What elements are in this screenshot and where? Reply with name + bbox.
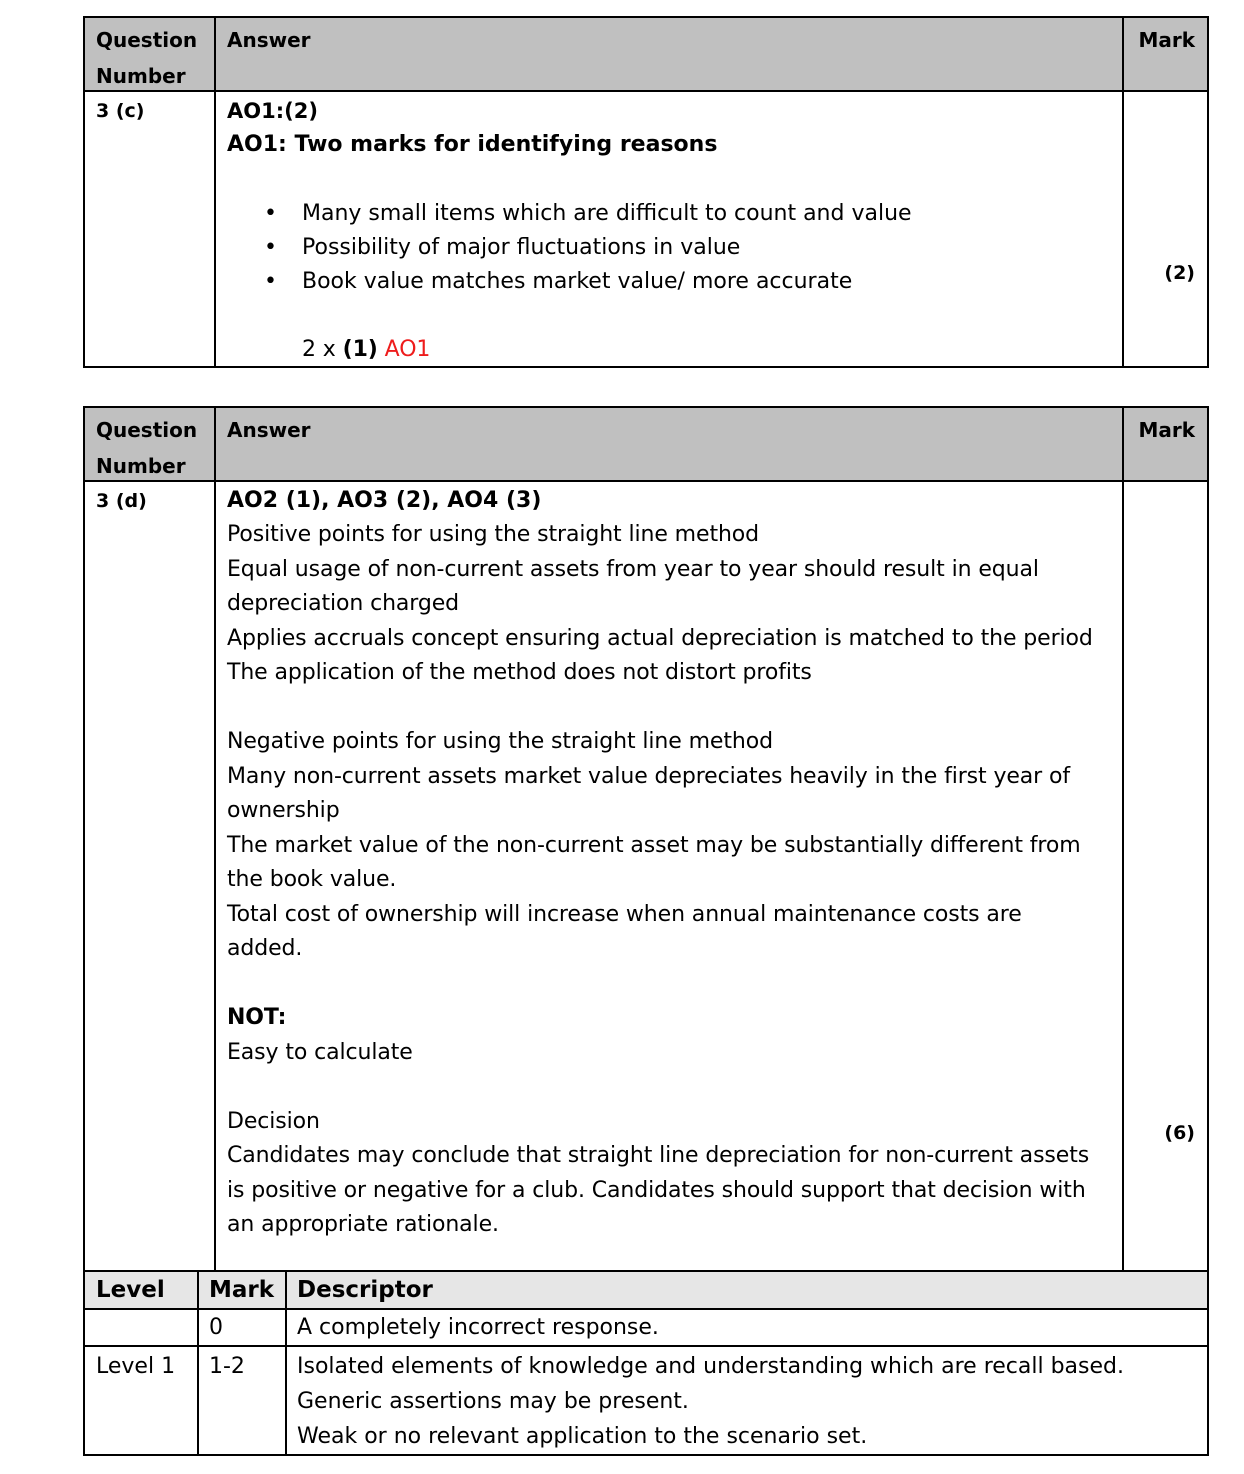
ao-summary: AO2 (1), AO3 (2), AO4 (3) bbox=[227, 488, 542, 513]
header-question-line1: Question bbox=[96, 28, 198, 52]
answer-cell bbox=[216, 92, 1124, 366]
table-body-row bbox=[85, 92, 1207, 366]
header-level: Level bbox=[85, 1272, 199, 1308]
ao-heading: AO1: Two marks for identifying reasons bbox=[227, 132, 718, 157]
negative-heading: Negative points for using the straight line method bbox=[227, 729, 773, 754]
level-header-row bbox=[85, 1272, 1207, 1310]
positive-point: Equal usage of non-current assets from year to year should result in equal depreciation charged bbox=[227, 556, 1039, 616]
question-number: 3 (d) bbox=[96, 490, 147, 512]
question-number-cell bbox=[85, 92, 216, 366]
mark-cell: 0 bbox=[199, 1310, 287, 1345]
table-row bbox=[85, 1347, 1207, 1454]
header-question-number bbox=[85, 18, 216, 90]
mark-cell bbox=[1124, 92, 1207, 366]
negative-point: Total cost of ownership will increase when annual maintenance costs are added. bbox=[227, 901, 1022, 961]
allocation-prefix: 2 x bbox=[302, 337, 343, 362]
header-answer: Answer bbox=[216, 408, 1124, 480]
descriptor-cell bbox=[287, 1347, 1207, 1454]
list-item: • Book value matches market value/ more accurate bbox=[302, 265, 1122, 299]
header-mark: Mark bbox=[1138, 418, 1195, 442]
descriptor-line: Isolated elements of knowledge and understanding which are recall based. bbox=[297, 1354, 1124, 1379]
header-descriptor: Descriptor bbox=[297, 1277, 433, 1303]
descriptor-line: Generic assertions may be present. bbox=[297, 1389, 689, 1414]
mark-cell: 1-2 bbox=[199, 1347, 287, 1454]
positive-point: The application of the method does not distort profits bbox=[227, 660, 812, 685]
decision-heading: Decision bbox=[227, 1108, 320, 1134]
negative-point: The market value of the non-current asset may be substantially different from the book value. bbox=[227, 832, 1081, 892]
reasons-list bbox=[227, 197, 1122, 299]
mark-cell bbox=[1124, 482, 1207, 1272]
decision-text: Candidates may conclude that straight line depreciation for non-current assets is positive or negative for a club. Candidates should support that decision with an appropriate rationale. bbox=[227, 1143, 1090, 1237]
level-descriptor-table bbox=[83, 1270, 1209, 1456]
table-body-row bbox=[85, 482, 1207, 1272]
descriptor-line: A completely incorrect response. bbox=[297, 1315, 659, 1340]
header-question-number bbox=[85, 408, 216, 480]
header-question-line2: Number bbox=[96, 454, 186, 478]
level-cell bbox=[85, 1310, 199, 1345]
mark-scheme-table-3c bbox=[83, 16, 1209, 368]
descriptor-line: Weak or no relevant application to the scenario set. bbox=[297, 1424, 868, 1449]
list-item: • Possibility of major fluctuations in value bbox=[302, 231, 1122, 265]
ao-summary: AO1:(2) bbox=[227, 99, 318, 123]
mark-value: (6) bbox=[1164, 1122, 1195, 1144]
not-heading: NOT: bbox=[227, 1005, 287, 1030]
negative-point: Many non-current assets market value depreciates heavily in the first year of ownership bbox=[227, 763, 1071, 823]
header-mark: Mark bbox=[1138, 28, 1195, 52]
allocation-ao: AO1 bbox=[377, 337, 431, 362]
list-item: • Many small items which are difficult to count and value bbox=[302, 197, 1122, 231]
descriptor-cell bbox=[287, 1310, 1207, 1345]
question-number: 3 (c) bbox=[96, 100, 145, 122]
allocation-bold: (1) bbox=[342, 337, 378, 362]
table-header-row bbox=[85, 408, 1207, 482]
positive-point: Applies accruals concept ensuring actual depreciation is matched to the period bbox=[227, 625, 1093, 651]
mark-scheme-table-3d bbox=[83, 406, 1209, 1272]
level-cell: Level 1 bbox=[85, 1347, 199, 1454]
header-question-line2: Number bbox=[96, 64, 186, 88]
not-point: Easy to calculate bbox=[227, 1039, 413, 1065]
table-header-row bbox=[85, 18, 1207, 92]
mark-allocation bbox=[227, 333, 1122, 368]
header-answer: Answer bbox=[216, 18, 1124, 90]
header-question-line1: Question bbox=[96, 418, 198, 442]
header-mark: Mark bbox=[199, 1272, 287, 1308]
table-row bbox=[85, 1310, 1207, 1347]
positive-heading: Positive points for using the straight line method bbox=[227, 522, 760, 547]
mark-value: (2) bbox=[1164, 262, 1195, 284]
question-number-cell bbox=[85, 482, 216, 1272]
answer-cell bbox=[216, 482, 1124, 1272]
